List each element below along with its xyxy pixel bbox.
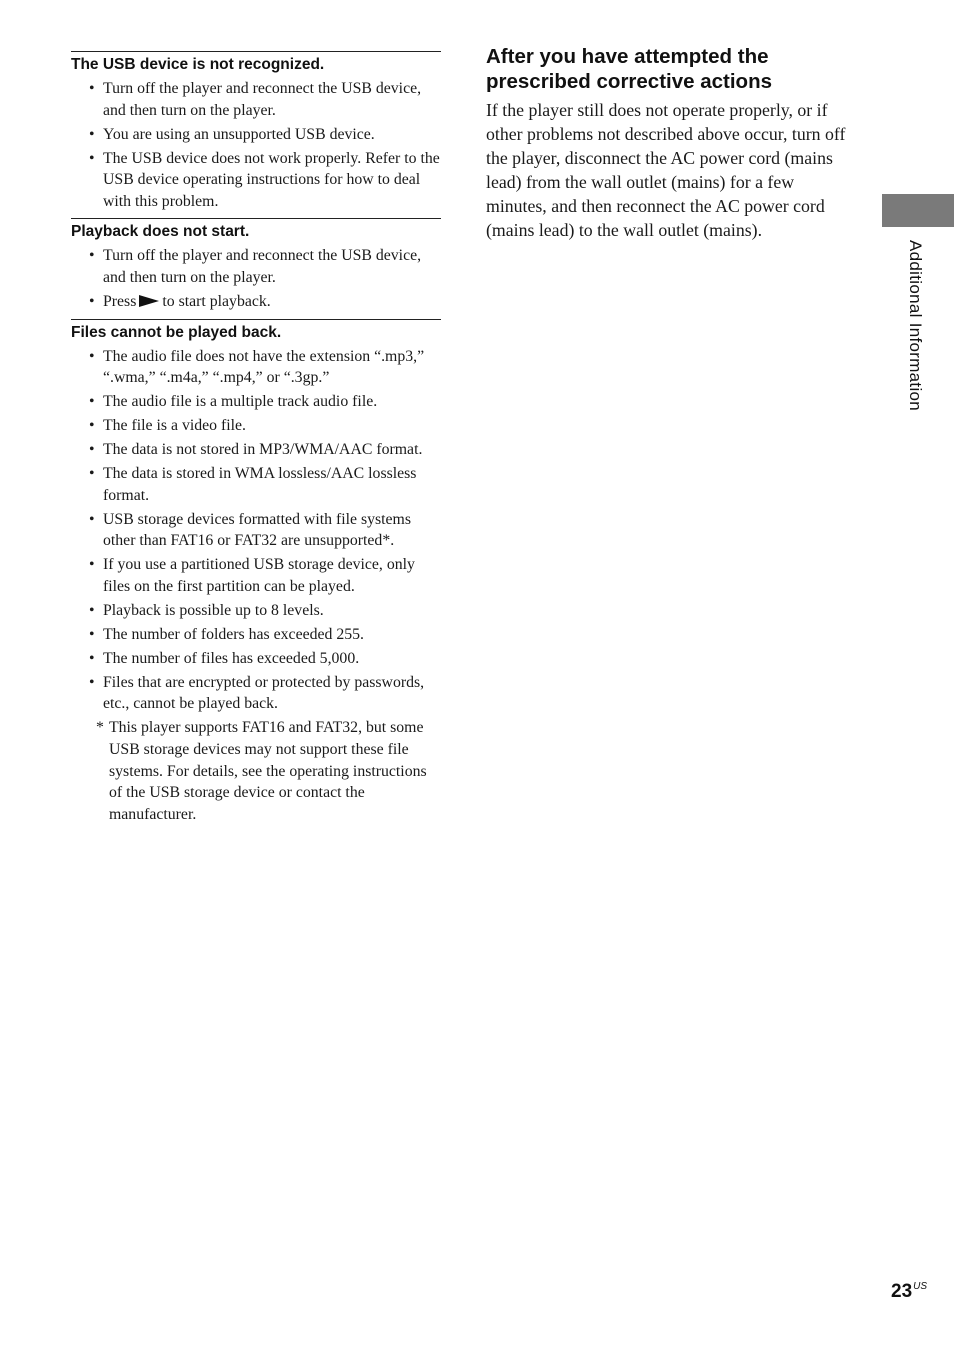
list-item: • The number of folders has exceeded 255.: [71, 624, 441, 646]
after-actions-body: If the player still does not operate properly, or if other problems not described above occur, turn off the player, disconnect the AC power cord (mains lead) from the wall outlet (mains) for a few minutes, and then reconnect the AC power cord (mains lead) to the wall outlet (mains).: [486, 100, 846, 240]
play-icon: [139, 295, 159, 307]
list-item: • The USB device does not work properly. Refer to the USB device operating instructions for how to deal with this problem.: [71, 148, 441, 213]
bullet-list: [71, 78, 441, 212]
section-playback-not-start: [71, 218, 441, 312]
page-number: [891, 1281, 927, 1303]
bullet-list: [71, 245, 441, 312]
bullet-list: [71, 346, 441, 715]
list-item: • The audio file does not have the extension “.mp3,” “.wma,” “.m4a,” “.mp4,” or “.3gp.”: [71, 346, 441, 389]
list-item: • Files that are encrypted or protected by passwords, etc., cannot be played back.: [71, 672, 441, 715]
list-item: • USB storage devices formatted with file systems other than FAT16 or FAT32 are unsupported*.: [71, 509, 441, 552]
section-files-cannot-play: [71, 319, 441, 826]
section-heading: The USB device is not recognized.: [71, 56, 325, 73]
list-item: • Playback is possible up to 8 levels.: [71, 600, 441, 622]
press-text: Press: [103, 292, 137, 310]
footnote: [71, 717, 441, 825]
troubleshooting-column: [71, 51, 441, 831]
section-tab-marker: [882, 194, 954, 227]
section-heading: Files cannot be played back.: [71, 323, 282, 341]
after-actions-column: [486, 44, 856, 242]
after-actions-heading: After you have attempted the prescribed corrective actions: [486, 45, 772, 93]
list-item: • You are using an unsupported USB device.: [71, 124, 441, 146]
section-heading: Playback does not start.: [71, 223, 250, 241]
side-section-label: Additional Information: [906, 240, 925, 412]
section-usb-not-recognized: [71, 51, 441, 212]
list-item-press-play: [71, 291, 441, 313]
list-item: • Turn off the player and reconnect the USB device, and then turn on the player.: [71, 78, 441, 121]
list-item: • The number of files has exceeded 5,000.: [71, 648, 441, 670]
page-number-suffix: US: [913, 1281, 928, 1292]
page-number-value: 23: [891, 1281, 913, 1302]
list-item: • The data is stored in WMA lossless/AAC lossless format.: [71, 463, 441, 506]
footnote-mark: *: [96, 719, 104, 737]
list-item: • If you use a partitioned USB storage device, only files on the first partition can be played.: [71, 554, 441, 597]
list-item: • Turn off the player and reconnect the USB device, and then turn on the player.: [71, 245, 441, 288]
start-playback-text: to start playback.: [162, 292, 271, 310]
footnote-text: This player supports FAT16 and FAT32, but some USB storage devices may not support these file systems. For details, see the operating instructions of the USB storage device or contact the manufacturer.: [109, 719, 427, 823]
list-item: • The file is a video file.: [71, 415, 441, 437]
list-item: • The audio file is a multiple track audio file.: [71, 391, 441, 413]
list-item: • The data is not stored in MP3/WMA/AAC format.: [71, 439, 441, 461]
